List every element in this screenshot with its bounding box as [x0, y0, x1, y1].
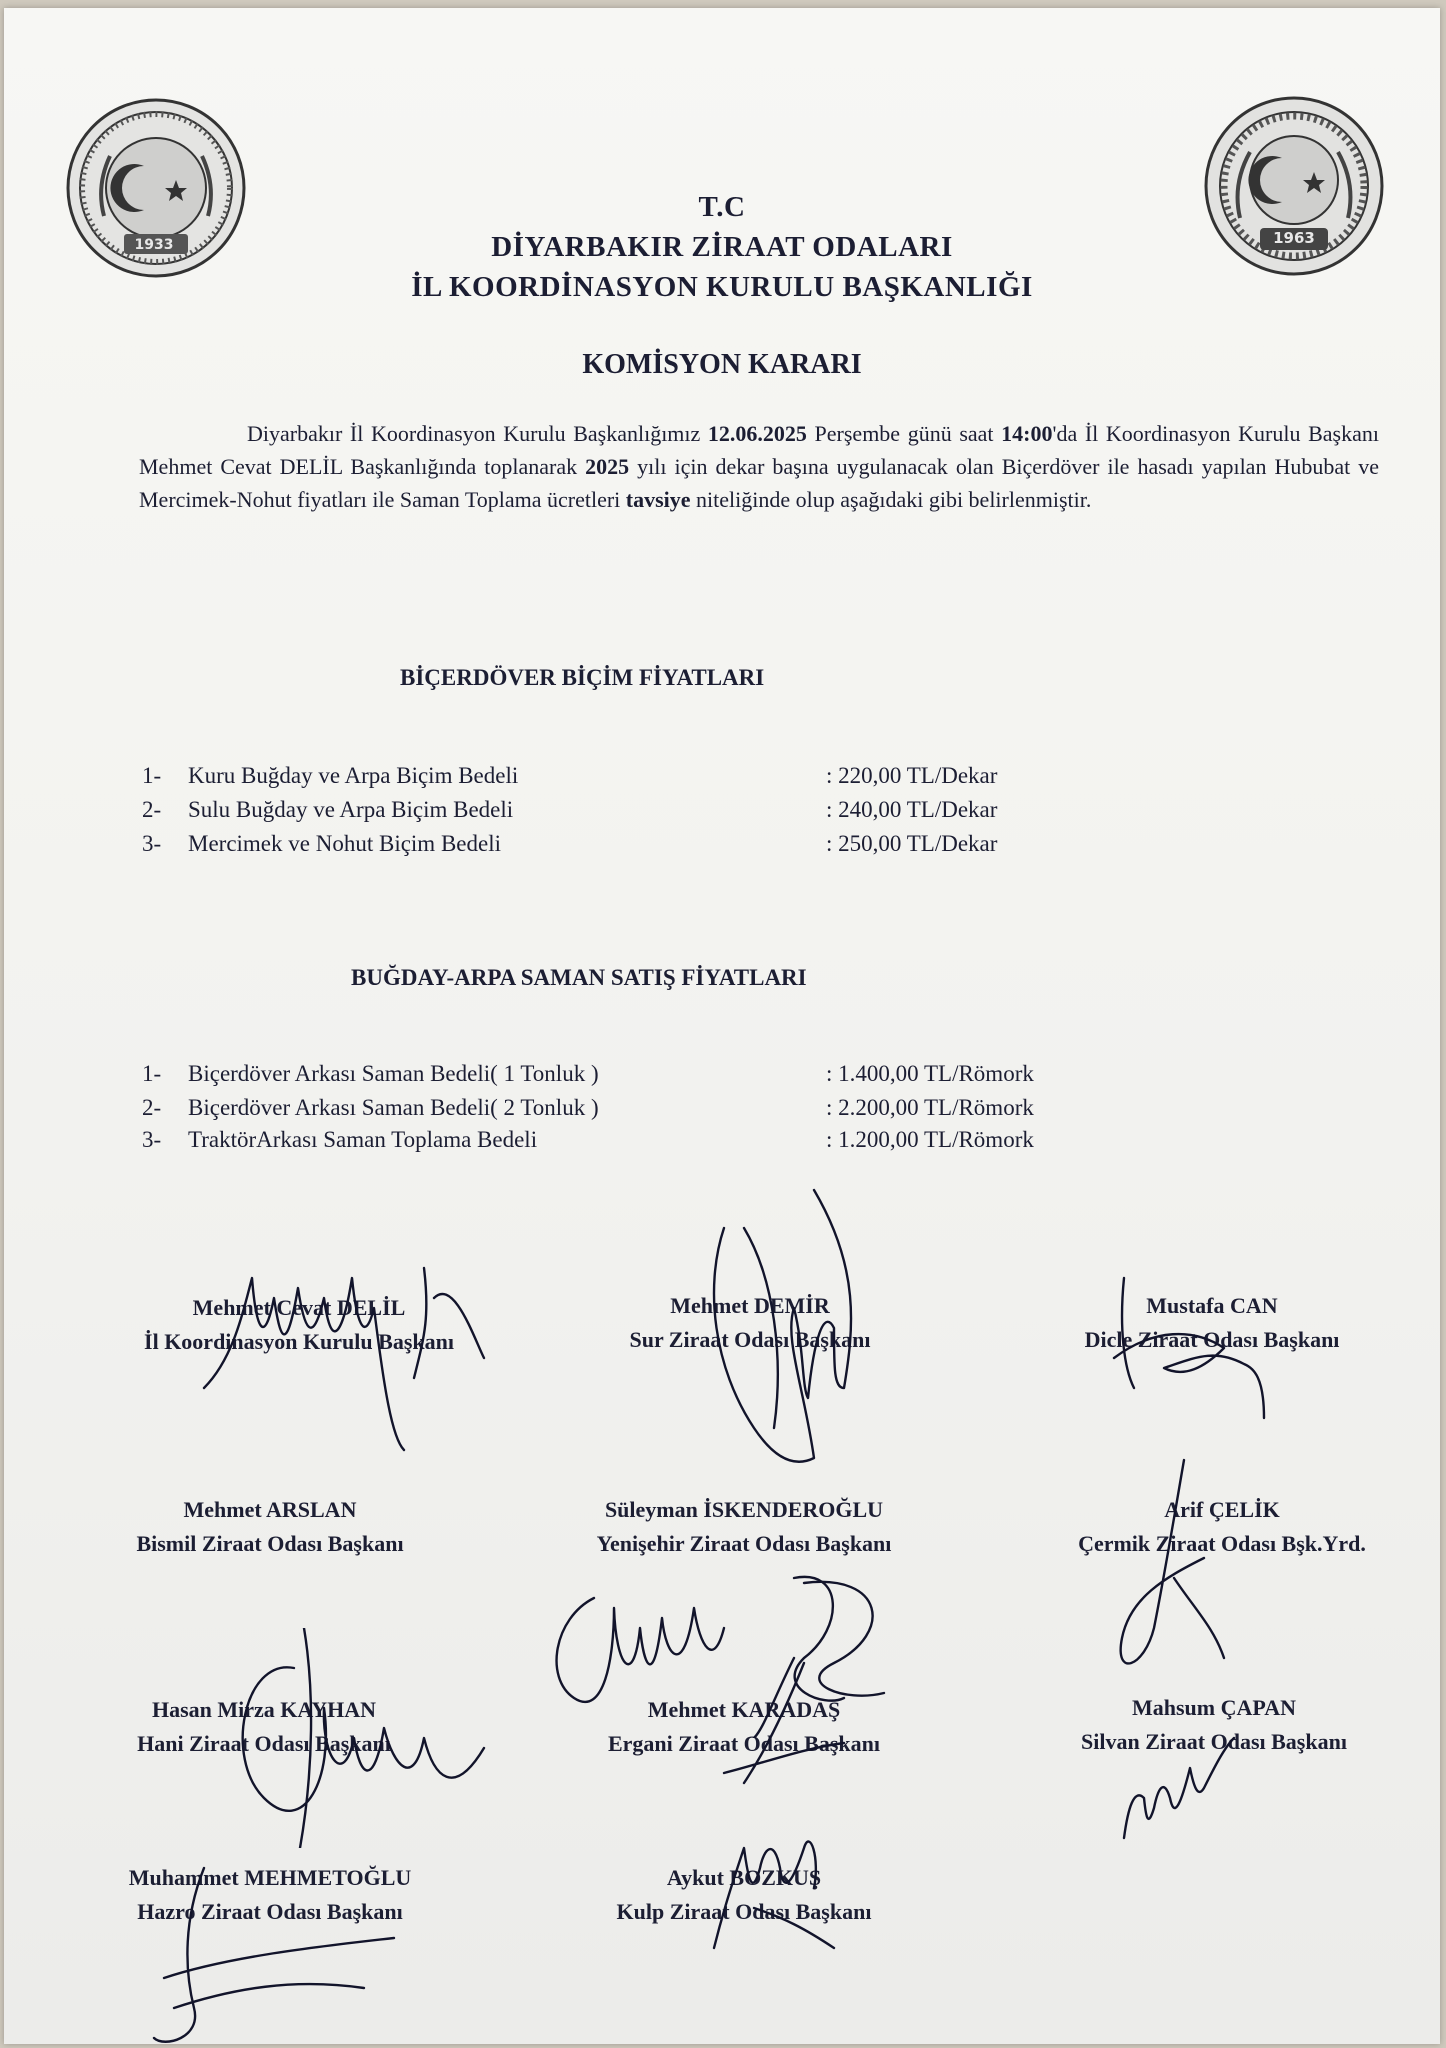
section-2-title: BUĞDAY-ARPA SAMAN SATIŞ FİYATLARI [351, 965, 807, 990]
section-1-item-3 [142, 831, 501, 857]
signatory-title: Yenişehir Ziraat Odası Başkanı [596, 1531, 892, 1556]
header-org: DİYARBAKIR ZİRAAT ODALARI [491, 231, 953, 263]
item-number: 1- [142, 1061, 162, 1086]
signatory-mehmetoglu [70, 1861, 470, 1929]
signatory-arslan [70, 1493, 470, 1561]
section-2-item-3 [142, 1127, 537, 1153]
signatory-title: Kulp Ziraat Odası Başkanı [616, 1899, 872, 1924]
signatory-name: Süleyman İSKENDEROĞLU [604, 1497, 884, 1522]
signatory-name: Mehmet ARSLAN [183, 1497, 357, 1522]
meeting-date: 12.06.2025 [707, 421, 807, 446]
intro-text-5: niteliğinde olup aşağıdaki gibi belirlenmiştir. [690, 487, 1092, 512]
item-number: 1- [142, 763, 162, 788]
signatory-delil [84, 1291, 514, 1359]
document-page [4, 8, 1440, 2044]
signatory-name: Hasan Mirza KAYHAN [151, 1697, 377, 1722]
intro-text-1: Diyarbakır İl Koordinasyon Kurulu Başkanlığımız [247, 421, 708, 446]
section-1-price-1: : 220,00 TL/Dekar [826, 763, 998, 788]
advice-word: tavsiye [625, 487, 691, 512]
item-number: 3- [142, 1127, 162, 1152]
signatory-title: Silvan Ziraat Odası Başkanı [1081, 1729, 1347, 1754]
item-label: Kuru Buğday ve Arpa Biçim Bedeli [188, 763, 519, 788]
right-seal-year: 1963 [1273, 229, 1315, 247]
intro-text-3: 'da İl Koordinasyon Kurulu Başkanı Mehmet Cevat DELİL Başkanlığında toplanarak [139, 421, 1379, 479]
signatory-title: Çermik Ziraat Odası Bşk.Yrd. [1078, 1531, 1366, 1556]
signatory-title: Hani Ziraat Odası Başkanı [137, 1731, 391, 1756]
section-2-price-2: : 2.200,00 TL/Römork [826, 1095, 1034, 1120]
signatory-title: Ergani Ziraat Odası Başkanı [607, 1731, 880, 1756]
header-tc: T.C [698, 191, 746, 223]
section-2-price-1: : 1.400,00 TL/Römork [826, 1061, 1034, 1086]
signatory-capan [1024, 1691, 1404, 1759]
page-title: KOMİSYON KARARI [582, 349, 862, 380]
intro-text-4: yılı için dekar başına uygulanacak olan Biçerdöver ile hasadı yapılan Hububat ve Mercimek-Nohut fiyatları ile Saman Toplama ücretleri [139, 454, 1380, 512]
meeting-time: 14:00 [1001, 421, 1053, 446]
signatory-name: Mehmet DEMİR [670, 1293, 830, 1318]
signatory-name: Mehmet Cevat DELİL [192, 1295, 406, 1320]
intro-paragraph [139, 417, 1379, 516]
signatory-karadas [564, 1693, 924, 1761]
signatory-can [1032, 1289, 1392, 1357]
signatory-name: Muhammet MEHMETOĞLU [128, 1865, 412, 1890]
item-label: Sulu Buğday ve Arpa Biçim Bedeli [188, 797, 514, 822]
item-label: Biçerdöver Arkası Saman Bedeli( 2 Tonluk ) [188, 1095, 599, 1120]
signatory-title: Sur Ziraat Odası Başkanı [629, 1327, 871, 1352]
item-label: Mercimek ve Nohut Biçim Bedeli [188, 831, 501, 856]
section-1-price-3: : 250,00 TL/Dekar [826, 831, 998, 856]
item-label: TraktörArkası Saman Toplama Bedeli [188, 1127, 538, 1152]
signatory-name: Arif ÇELİK [1164, 1497, 1280, 1522]
signatory-name: Mehmet KARADAŞ [647, 1697, 841, 1722]
signatory-iskenderoglu [524, 1493, 964, 1561]
signatory-demir [570, 1289, 930, 1357]
signatory-title: Hazro Ziraat Odası Başkanı [137, 1899, 403, 1924]
section-2-item-1 [142, 1061, 599, 1087]
intro-text-2: Perşembe günü saat [806, 421, 1002, 446]
item-number: 3- [142, 831, 162, 856]
signatory-title: İl Koordinasyon Kurulu Başkanı [144, 1329, 454, 1354]
signatory-name: Aykut BOZKUŞ [666, 1865, 822, 1890]
section-1-price-2: : 240,00 TL/Dekar [826, 797, 998, 822]
decision-year: 2025 [585, 454, 630, 479]
left-seal-year: 1933 [134, 237, 174, 253]
signatory-title: Dicle Ziraat Odası Başkanı [1084, 1327, 1340, 1352]
signatory-celik [1012, 1493, 1432, 1561]
item-label: Biçerdöver Arkası Saman Bedeli( 1 Tonluk ) [188, 1061, 599, 1086]
section-1-item-2 [142, 797, 513, 823]
signatory-kayhan [84, 1693, 444, 1761]
item-number: 2- [142, 797, 162, 822]
header-office: İL KOORDİNASYON KURULU BAŞKANLIĞI [411, 271, 1033, 303]
signatory-title: Bismil Ziraat Odası Başkanı [136, 1531, 404, 1556]
section-2-item-2 [142, 1095, 599, 1121]
signatory-bozkus [564, 1861, 924, 1929]
section-2-price-3: : 1.200,00 TL/Römork [826, 1127, 1034, 1152]
item-number: 2- [142, 1095, 162, 1120]
signatory-name: Mustafa CAN [1146, 1293, 1278, 1318]
section-1-title: BİÇERDÖVER BİÇİM FİYATLARI [400, 665, 765, 690]
section-1-item-1 [142, 763, 518, 789]
signatory-name: Mahsum ÇAPAN [1132, 1695, 1296, 1720]
